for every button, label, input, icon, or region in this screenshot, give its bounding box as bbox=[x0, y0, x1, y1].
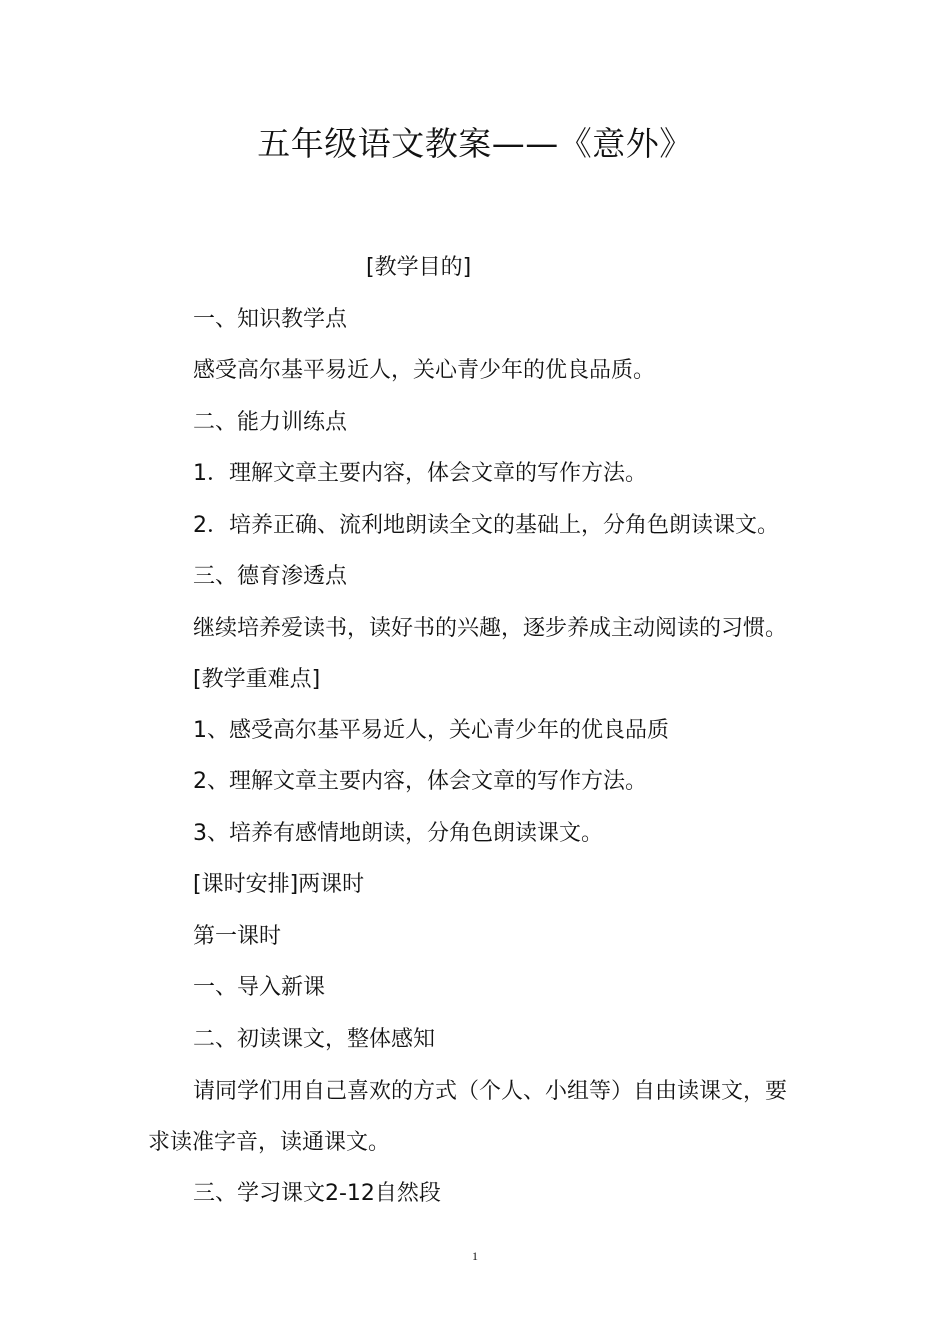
paragraph-knowledge-content: 感受高尔基平易近人，关心青少年的优良品质。 bbox=[193, 358, 656, 383]
list-item-key-1: 1、感受高尔基平易近人，关心青少年的优良品质 bbox=[193, 718, 669, 743]
step-introduce-lesson: 一、导入新课 bbox=[193, 975, 326, 1000]
list-item-ability-2: 2．培养正确、流利地朗读全文的基础上，分角色朗读课文。 bbox=[193, 513, 779, 538]
step-study-paragraphs: 三、学习课文2-12自然段 bbox=[193, 1181, 441, 1206]
page-number: 1 bbox=[472, 1249, 478, 1263]
subheading-moral-points: 三、德育渗透点 bbox=[193, 564, 348, 589]
paragraph-reading-instructions-line-1: 请同学们用自己喜欢的方式（个人、小组等）自由读课文，要 bbox=[193, 1079, 788, 1104]
list-item-ability-1: 1．理解文章主要内容，体会文章的写作方法。 bbox=[193, 461, 647, 486]
list-item-key-3: 3、培养有感情地朗读，分角色朗读课文。 bbox=[193, 821, 603, 846]
step-first-reading: 二、初读课文，整体感知 bbox=[193, 1027, 436, 1052]
paragraph-moral-content: 继续培养爱读书，读好书的兴趣，逐步养成主动阅读的习惯。 bbox=[193, 616, 788, 641]
section-heading-teaching-goals: [教学目的] bbox=[366, 255, 472, 280]
subheading-ability-points: 二、能力训练点 bbox=[193, 410, 348, 435]
subheading-knowledge-points: 一、知识教学点 bbox=[193, 307, 348, 332]
document-title: 五年级语文教案——《意外》 bbox=[257, 124, 693, 163]
subheading-first-lesson: 第一课时 bbox=[193, 924, 282, 949]
paragraph-reading-instructions-line-2: 求读准字音，读通课文。 bbox=[148, 1130, 391, 1155]
list-item-key-2: 2、理解文章主要内容，体会文章的写作方法。 bbox=[193, 769, 647, 794]
section-heading-key-difficulties: [教学重难点] bbox=[193, 667, 321, 692]
section-heading-schedule: [课时安排]两课时 bbox=[193, 872, 365, 897]
